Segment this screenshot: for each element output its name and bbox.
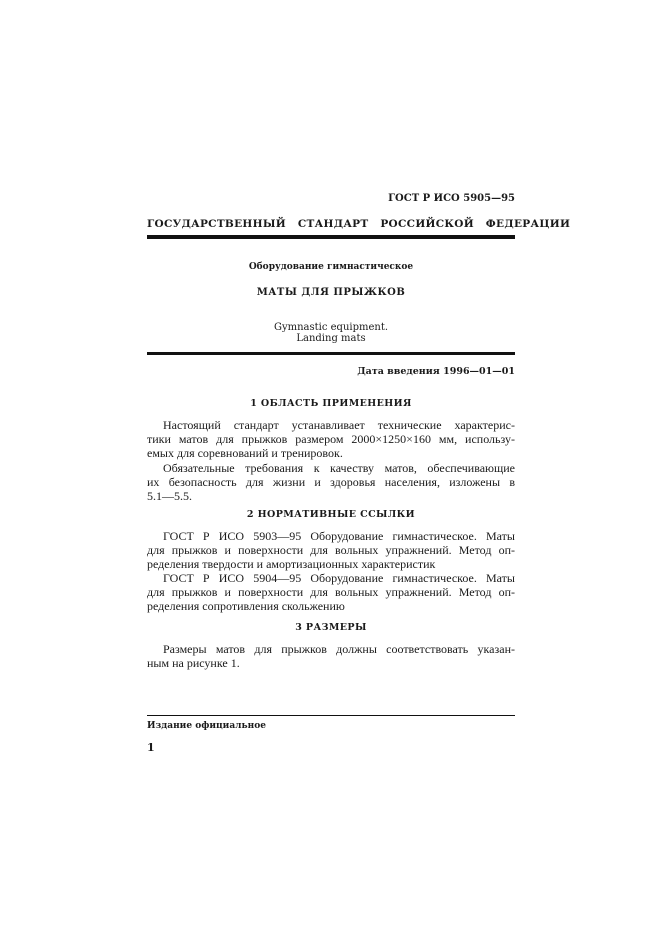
page-number: 1 bbox=[147, 741, 155, 754]
paragraph-line: ГОСТ Р ИСО 5904—95 Оборудование гимнастическое. Маты bbox=[163, 571, 515, 585]
paragraph-line: ределения твердости и амортизационных характеристик bbox=[147, 557, 436, 571]
paragraph-line: Обязательные требования к качеству матов, обеспечивающие bbox=[163, 461, 515, 475]
paragraph-line: Настоящий стандарт устанавливает технические характерис- bbox=[163, 418, 515, 432]
paragraph-line: ределения сопротивления скольжению bbox=[147, 599, 345, 613]
thick-divider bbox=[147, 235, 515, 239]
divider bbox=[147, 352, 515, 355]
footer-divider bbox=[147, 715, 515, 716]
effective-date: Дата введения 1996—01—01 bbox=[357, 366, 515, 377]
paragraph-line: 5.1—5.5. bbox=[147, 489, 192, 503]
paragraph-line: для прыжков и поверхности для вольных упражнений. Метод оп- bbox=[147, 543, 515, 557]
document-title: МАТЫ ДЛЯ ПРЫЖКОВ bbox=[256, 287, 406, 298]
paragraph-line: ГОСТ Р ИСО 5903—95 Оборудование гимнастическое. Маты bbox=[163, 529, 515, 543]
english-title-line: Gymnastic equipment. bbox=[273, 322, 389, 333]
paragraph-line: их безопасность для жизни и здоровья населения, изложены в bbox=[147, 475, 515, 489]
paragraph-line: тики матов для прыжков размером 2000×1250×160 мм, использу- bbox=[147, 432, 515, 446]
section-heading: 3 РАЗМЕРЫ bbox=[295, 622, 367, 633]
edition-label: Издание официальное bbox=[147, 721, 266, 731]
paragraph-line: Размеры матов для прыжков должны соответствовать указан- bbox=[163, 642, 515, 656]
document-subtitle: Оборудование гимнастическое bbox=[248, 262, 414, 272]
section-heading: 2 НОРМАТИВНЫЕ ССЫЛКИ bbox=[246, 509, 416, 520]
paragraph-line: емых для соревнований и тренировок. bbox=[147, 446, 343, 460]
standard-code: ГОСТ Р ИСО 5905—95 bbox=[388, 193, 515, 204]
organization-title: ГОСУДАРСТВЕННЫЙ СТАНДАРТ РОССИЙСКОЙ ФЕДЕРАЦИИ bbox=[147, 218, 571, 230]
section-heading: 1 ОБЛАСТЬ ПРИМЕНЕНИЯ bbox=[250, 398, 412, 409]
english-title-line: Landing mats bbox=[296, 333, 366, 344]
paragraph-line: для прыжков и поверхности для вольных упражнений. Метод оп- bbox=[147, 585, 515, 599]
paragraph-line: ным на рисунке 1. bbox=[147, 656, 240, 670]
